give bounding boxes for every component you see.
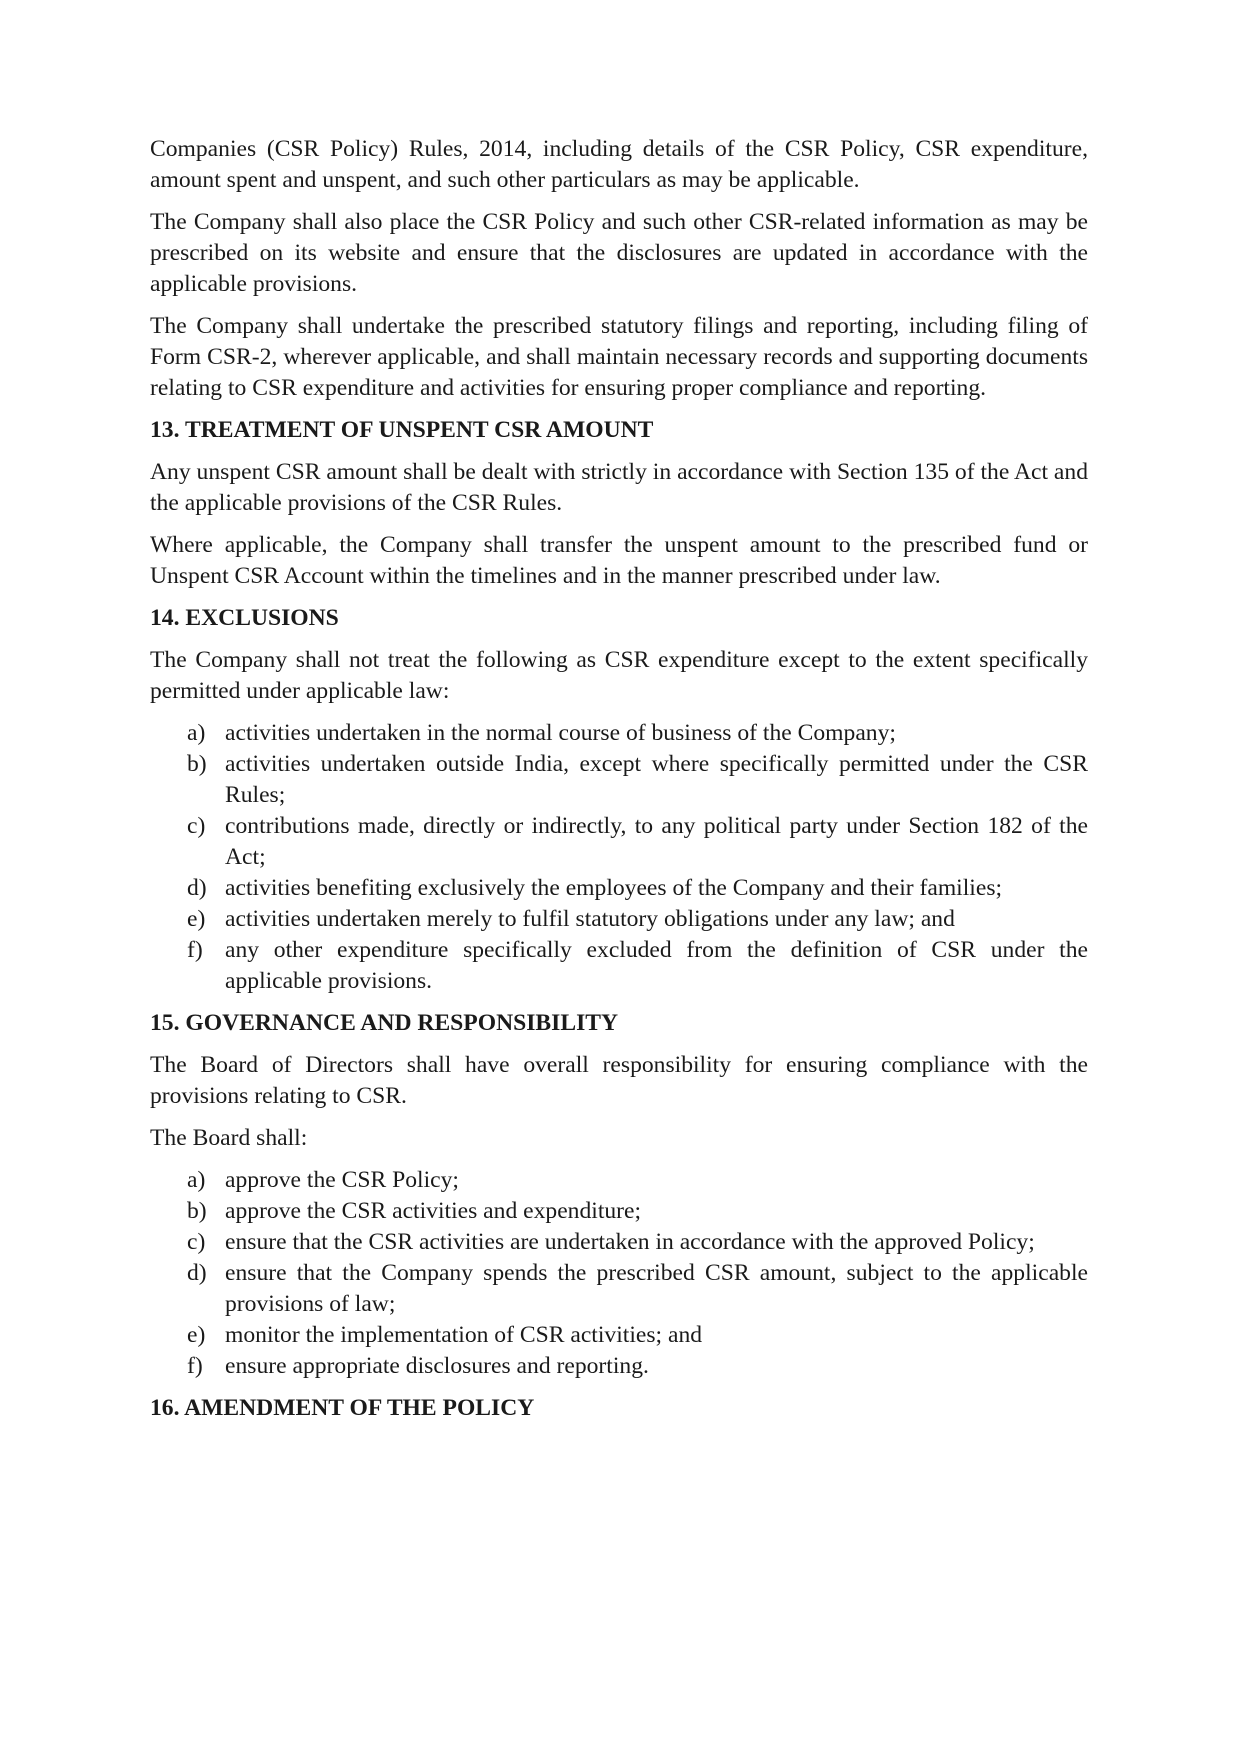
list-item [150,1165,1088,1196]
section-16-heading: 16. AMENDMENT OF THE POLICY [150,1395,535,1421]
list-marker: c) [187,1229,206,1255]
section-14-intro: The Company shall not treat the following as CSR expenditure except to the extent specifically permitted under applicable law: [150,647,1088,704]
list-marker: f) [187,937,203,963]
list-item [150,1227,1088,1258]
list-marker: d) [187,1260,207,1286]
section-13-heading: 13. TREATMENT OF UNSPENT CSR AMOUNT [150,417,654,443]
board-duties-list [150,1165,1088,1382]
list-item-text: activities undertaken outside India, except where specifically permitted under the CSR Rules; [225,751,1088,808]
list-marker: e) [187,1322,206,1348]
list-item-text: activities benefiting exclusively the employees of the Company and their families; [225,875,1003,901]
paragraph-website-disclosure: The Company shall also place the CSR Policy and such other CSR-related information as may be prescribed on its website and ensure that the disclosures are updated in accordance with the applicable provisions. [150,209,1088,297]
list-item-text: activities undertaken in the normal course of business of the Company; [225,720,896,746]
list-item-text: activities undertaken merely to fulfil statutory obligations under any law; and [225,906,955,932]
list-item-text: any other expenditure specifically excluded from the definition of CSR under the applicable provisions. [225,937,1088,994]
list-item [150,1196,1088,1227]
list-item [150,1258,1088,1320]
list-marker: a) [187,1167,206,1193]
list-item-text: monitor the implementation of CSR activities; and [225,1322,703,1348]
list-marker: b) [187,1198,207,1224]
section-15-heading: 15. GOVERNANCE AND RESPONSIBILITY [150,1010,619,1036]
section-14-heading: 14. EXCLUSIONS [150,605,339,631]
list-item-text: contributions made, directly or indirectly, to any political party under Section 182 of the Act; [225,813,1088,870]
list-item [150,811,1088,873]
paragraph-disclosure-continued: Companies (CSR Policy) Rules, 2014, including details of the CSR Policy, CSR expenditure, amount spent and unspent, and such other particulars as may be applicable. [150,136,1088,193]
list-item [150,873,1088,904]
list-marker: a) [187,720,206,746]
section-13-paragraph-2: Where applicable, the Company shall transfer the unspent amount to the prescribed fund or Unspent CSR Account within the timelines and in the manner prescribed under law. [150,532,1088,589]
list-item [150,749,1088,811]
list-item-text: approve the CSR Policy; [225,1167,459,1193]
list-marker: f) [187,1353,203,1379]
list-marker: e) [187,906,206,932]
list-item-text: ensure that the CSR activities are undertaken in accordance with the approved Policy; [225,1229,1035,1255]
list-item [150,904,1088,935]
list-item [150,718,1088,749]
section-15-paragraph-1: The Board of Directors shall have overall responsibility for ensuring compliance with the provisions relating to CSR. [150,1052,1088,1109]
list-marker: c) [187,813,206,839]
list-marker: b) [187,751,207,777]
list-item [150,935,1088,997]
list-item [150,1320,1088,1351]
exclusions-list [150,718,1088,997]
list-item-text: ensure appropriate disclosures and reporting. [225,1353,649,1379]
section-13-paragraph-1: Any unspent CSR amount shall be dealt with strictly in accordance with Section 135 of the Act and the applicable provisions of the CSR Rules. [150,459,1088,516]
list-item [150,1351,1088,1382]
section-15-paragraph-2: The Board shall: [150,1125,308,1151]
list-marker: d) [187,875,207,901]
paragraph-statutory-filings: The Company shall undertake the prescribed statutory filings and reporting, including filing of Form CSR-2, wherever applicable, and shall maintain necessary records and supporting documents relating to CSR expenditure and activities for ensuring proper compliance and reporting. [150,313,1088,401]
list-item-text: ensure that the Company spends the prescribed CSR amount, subject to the applicable provisions of law; [225,1260,1088,1317]
list-item-text: approve the CSR activities and expenditure; [225,1198,642,1224]
document-page [150,134,1088,1435]
